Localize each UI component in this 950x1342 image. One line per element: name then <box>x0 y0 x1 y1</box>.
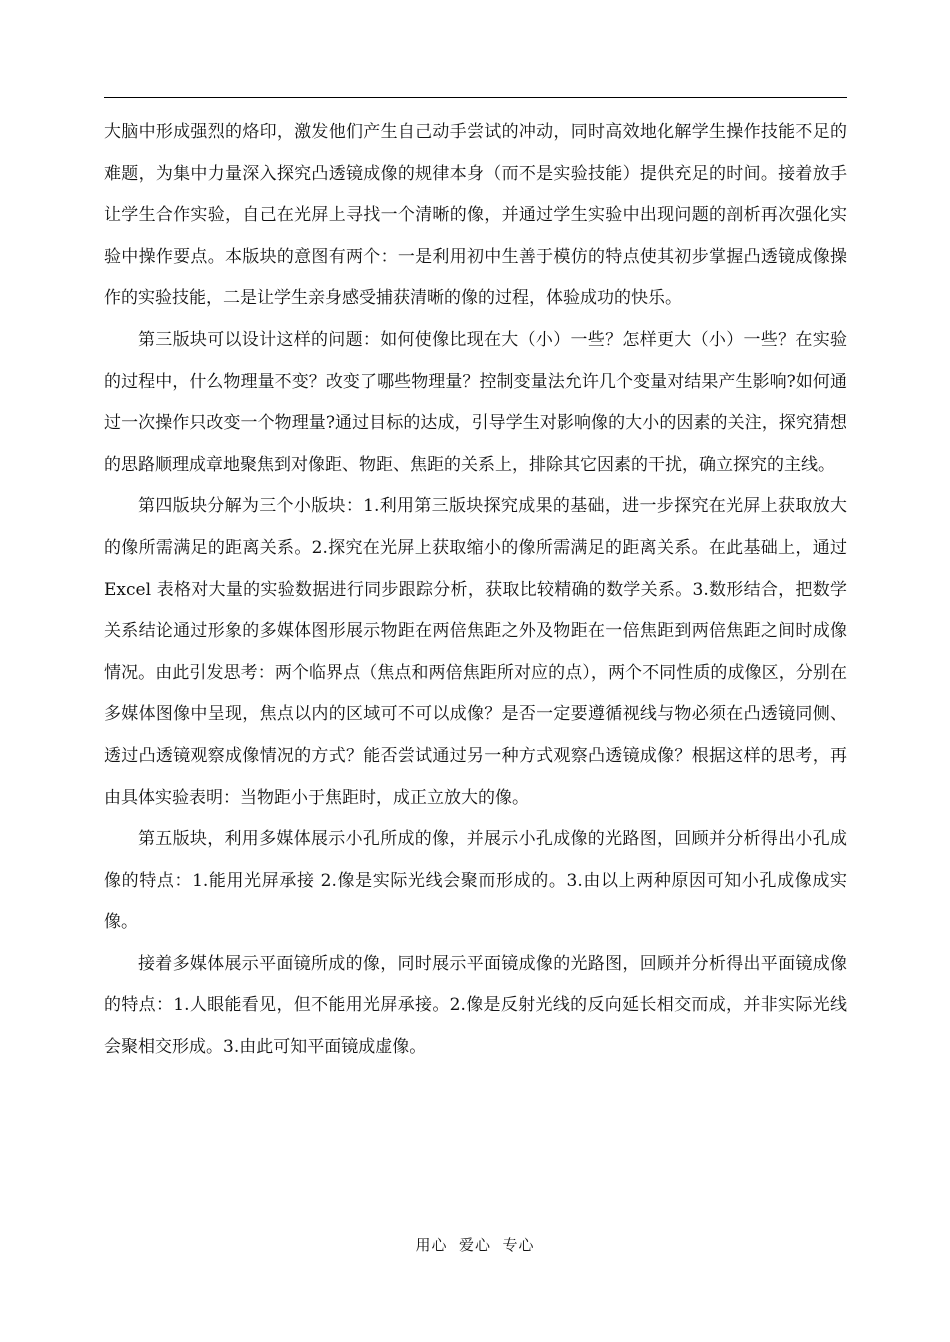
paragraph-plane-mirror: 接着多媒体展示平面镜所成的像，同时展示平面镜成像的光路图，回顾并分析得出平面镜成像的特点：1.人眼能看见，但不能用光屏承接。2.像是反射光线的反向延长相交而成，并非实际光线会聚相交形成。3.由此可知平面镜成虚像。 <box>104 953 847 1058</box>
document-body <box>104 112 847 1069</box>
paragraph-section-four: 第四版块分解为三个小版块：1.利用第三版块探究成果的基础，进一步探究在光屏上获取放大的像所需满足的距离关系。2.探究在光屏上获取缩小的像所需满足的距离关系。在此基础上，通过 Excel 表格对大量的实验数据进行同步跟踪分析，获取比较精确的数学关系。3.数形结合，把数学关系结论通过形象的多媒体图形展示物距在两倍焦距之外及物距在一倍焦距到两倍焦距之间时成像情况。由此引发思考：两个临界点（焦点和两倍焦距所对应的点），两个不同性质的成像区，分别在多媒体图像中呈现，焦点以内的区域可不可以成像？是否一定要遵循视线与物必须在凸透镜同侧、透过凸透镜观察成像情况的方式？能否尝试通过另一种方式观察凸透镜成像？根据这样的思考，再由具体实验表明：当物距小于焦距时，成正立放大的像。 <box>104 496 847 808</box>
paragraph-section-three: 第三版块可以设计这样的问题：如何使像比现在大（小）一些？怎样更大（小）一些？在实验的过程中，什么物理量不变？改变了哪些物理量？控制变量法允许几个变量对结果产生影响?如何通过一次操作只改变一个物理量?通过目标的达成，引导学生对影响像的大小的因素的关注，探究猜想的思路顺理成章地聚焦到对像距、物距、焦距的关系上，排除其它因素的干扰，确立探究的主线。 <box>104 329 847 475</box>
header-rule <box>104 97 847 98</box>
paragraph-continued: 大脑中形成强烈的烙印，激发他们产生自己动手尝试的冲动，同时高效地化解学生操作技能不足的难题，为集中力量深入探究凸透镜成像的规律本身（而不是实验技能）提供充足的时间。接着放手让学生合作实验，自己在光屏上寻找一个清晰的像，并通过学生实验中出现问题的剖析再次强化实验中操作要点。本版块的意图有两个：一是利用初中生善于模仿的特点使其初步掌握凸透镜成像操作的实验技能，二是让学生亲身感受捕获清晰的像的过程，体验成功的快乐。 <box>104 122 847 309</box>
page-footer: 用心 爱心 专心 <box>415 1236 535 1254</box>
paragraph-section-five: 第五版块，利用多媒体展示小孔所成的像，并展示小孔成像的光路图，回顾并分析得出小孔成像的特点：1.能用光屏承接 2.像是实际光线会聚而形成的。3.由以上两种原因可知小孔成像成实像。 <box>104 829 847 933</box>
